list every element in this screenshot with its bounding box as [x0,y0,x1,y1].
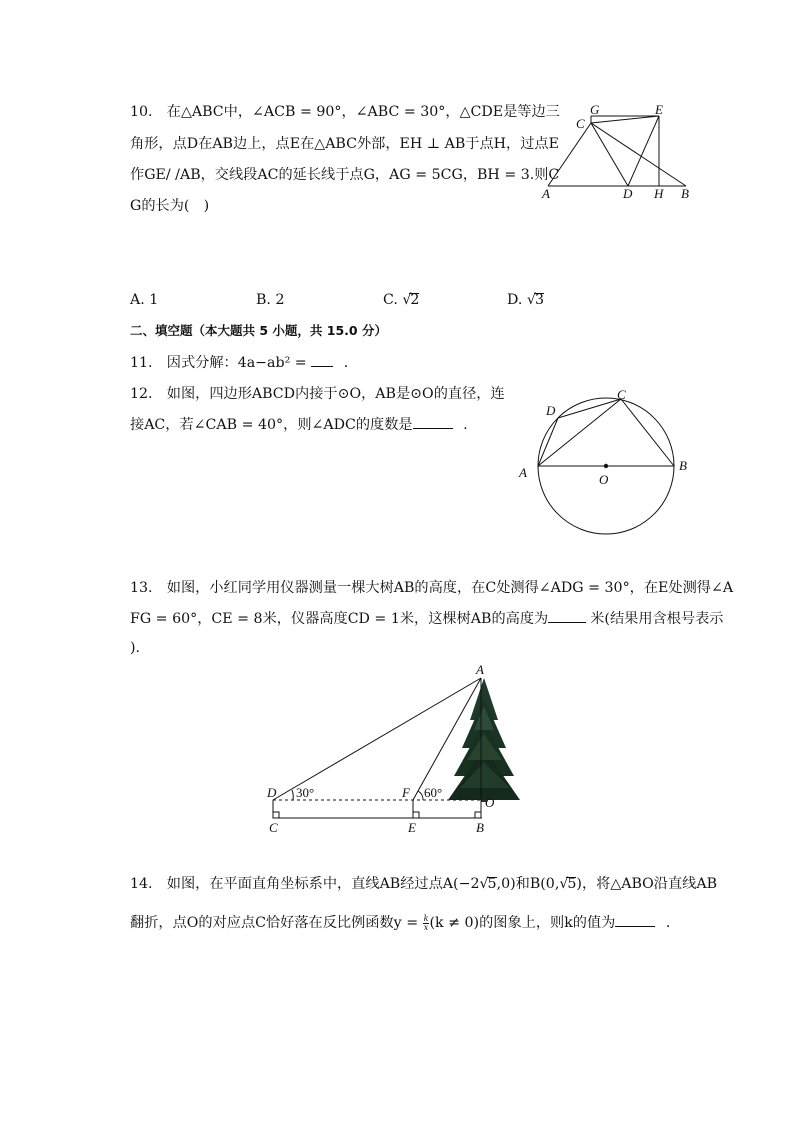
q10-label-d: D [623,186,633,201]
q12-line1: 12. 如图，四边形ABCD内接于⊙O，AB是⊙O的直径，连 [130,386,505,402]
q13-figure [262,660,532,840]
q13-line2-suffix: 米(结果用含根号表示 [590,611,724,627]
q14-line1-suffix: )，将△ABO沿直线AB [576,876,718,892]
q12-label-b: B [679,458,687,473]
q13-label-a: A [476,662,484,677]
q13-label-o: O [485,795,495,810]
q14-answer-blank[interactable] [615,912,655,927]
q10-line3: 作GE/ /AB，交线段AC的延长线于点G，AG = 5CG，BH = 3.则C [130,167,560,183]
q13-label-60: 60° [424,785,443,800]
q12-label-c: C [617,387,626,402]
q10-label-c: C [576,116,585,131]
q10-label-a: A [542,186,550,201]
q12-label-d: D [546,403,556,418]
section2-title: 二、填空题（本大题共 5 小题，共 15.0 分） [130,323,387,338]
q13-line2-prefix: FG = 60°，CE = 8米，仪器高度CD = 1米，这棵树AB的高度为 [130,611,549,627]
q13-line3: ). [130,640,141,656]
q14-rad2: 5 [567,876,577,892]
q10-label-e: E [655,102,663,117]
q11-end: . [343,355,349,371]
q13-label-d: D [267,785,277,800]
q10-label-b: B [681,186,689,201]
q12-label-a: A [519,465,527,480]
q10-option-c: C. √2 [383,292,420,308]
q12-figure [510,385,710,545]
q14-frac-den: x [423,922,429,932]
q10-option-a: A. 1 [130,292,159,308]
q10-figure [538,100,698,200]
q13-label-c: C [269,820,278,835]
q13-label-f: F [402,785,410,800]
q11-text: 11. 因式分解：4a−ab² = [130,355,312,371]
q10-line1: 10. 在△ABC中，∠ACB = 90°，∠ABC = 30°，△CDE是等边三 [130,104,560,120]
q14-end: . [665,915,671,931]
tree-image [448,678,520,802]
q14-line2 [130,912,670,933]
q12-end: . [463,417,468,433]
q13-line2 [130,608,723,629]
q13-label-e: E [408,820,416,835]
q14-line1: 14. 如图，在平面直角坐标系中，直线AB经过点A(−2√5,0)和B(0,√5)，将△ABO沿直线AB [130,876,718,892]
q10-option-b: B. 2 [256,292,285,308]
q10-line4: G的长为( ) [130,198,210,214]
q10-line2: 角形，点D在AB边上，点E在△ABC外部，EH ⊥ AB于点H，过点E [130,136,559,152]
q12-line2 [130,414,468,435]
q14-line2-prefix: 翻折，点O的对应点C恰好落在反比例函数y = [130,915,423,931]
q12-line2-prefix: 接AC，若∠CAB = 40°，则∠ADC的度数是 [130,417,413,433]
q13-answer-blank[interactable] [548,608,586,623]
q12-label-o: O [599,472,609,487]
q11-answer-blank[interactable] [311,352,333,367]
q10-label-g: G [590,102,600,117]
q14-line1-prefix: 14. 如图，在平面直角坐标系中，直线AB经过点A(−2 [130,876,480,892]
q13-label-30: 30° [296,785,315,800]
q10-option-d-rad: 3 [534,292,544,308]
q14-rad1: 5 [487,876,497,892]
q13-line1: 13. 如图，小红同学用仪器测量一棵大树AB的高度，在C处测得∠ADG = 30°，在E处测得∠A [130,580,734,596]
q10-option-c-rad: 2 [410,292,420,308]
q10-option-c-prefix: C. [383,292,403,308]
q14-line2-mid: (k ≠ 0)的图象上，则k的值为 [429,915,616,931]
q10-option-d: D. √3 [507,292,544,308]
q10-option-d-prefix: D. [507,292,527,308]
q14-line1-mid: ,0)和B(0, [496,876,560,892]
q12-answer-blank[interactable] [413,414,453,429]
q13-label-b: B [476,820,484,835]
q14-frac-num: k [423,913,429,923]
q11 [130,352,348,373]
q10-label-h: H [654,186,664,201]
